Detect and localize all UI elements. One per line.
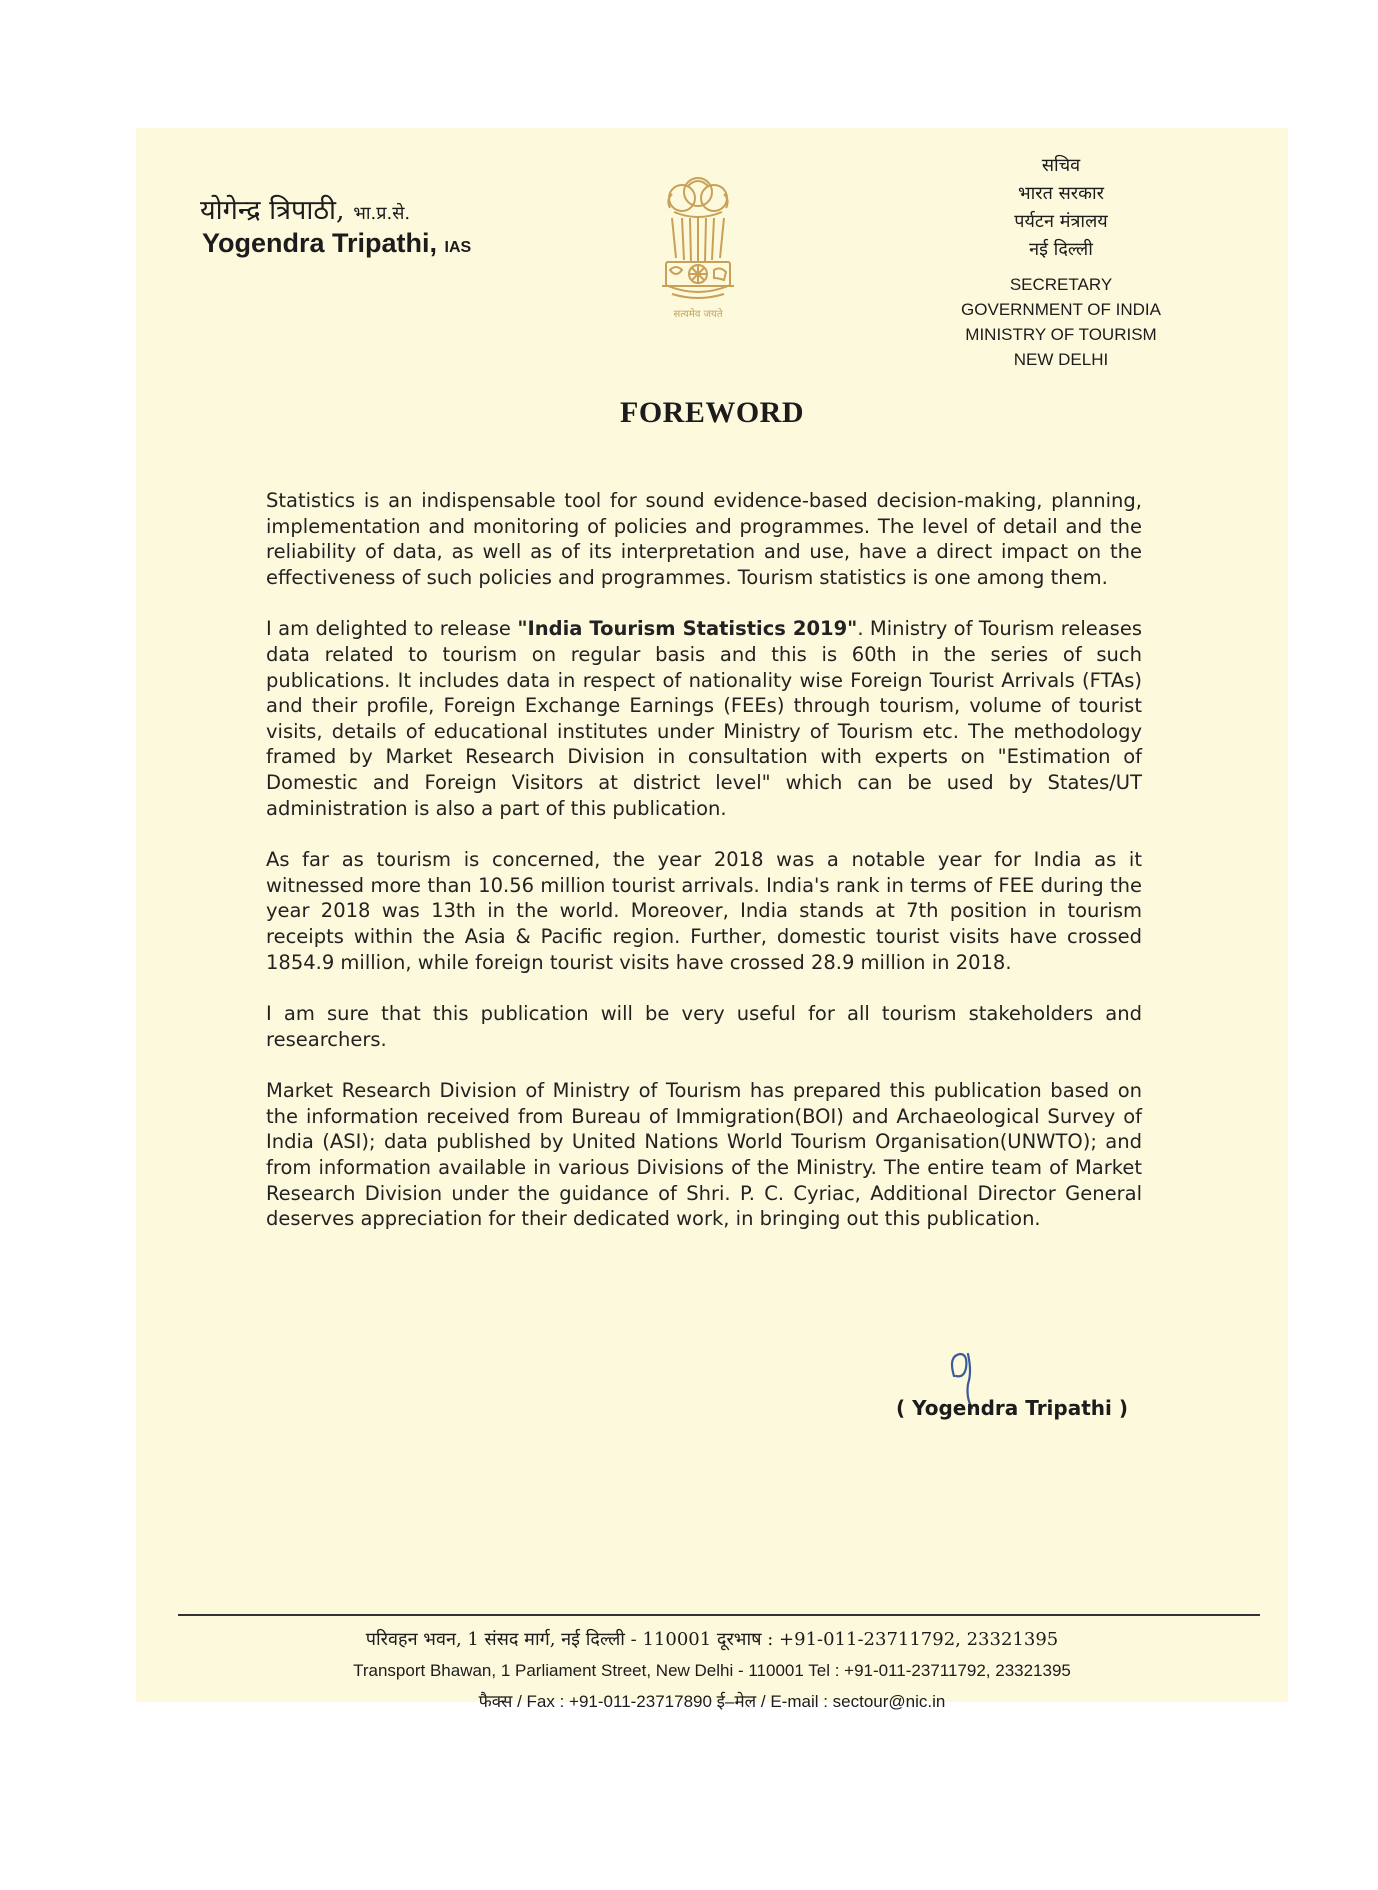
name-english-text: Yogendra Tripathi, (202, 228, 438, 258)
office-english-line: MINISTRY OF TOURISM (965, 325, 1157, 344)
foreword-body (266, 488, 1142, 1258)
office-hindi-line: नई दिल्ली (1029, 239, 1093, 260)
footer-contact: फैक्स / Fax : +91-011-23717890 ई–मेल / E-mail : sectour@nic.in (478, 1692, 946, 1711)
name-hindi-text: योगेन्द्र त्रिपाठी, (200, 195, 345, 226)
publication-title: "India Tourism Statistics 2019" (517, 617, 858, 641)
paragraph-3: As far as tourism is concerned, the year 2018 was a notable year for India as it witnessed more than 10.56 million tourist arrivals. India's rank in terms of FEE during the year 2018 was 13th in the world. Moreover, India stands at 7th position in tourism receipts within the Asia & Pacific region. Further, domestic tourist visits have crossed 1854.9 million, while foreign tourist visits have crossed 28.9 million in 2018. (266, 848, 1142, 974)
office-block (946, 152, 1176, 372)
page-title: FOREWORD (620, 396, 804, 429)
paragraph-2-rest: . Ministry of Tourism releases data related to tourism on regular basis and this is 60th in the series of such publications. It includes data in respect of nationality wise Foreign Tourist Arrivals (FTAs) and their profile, Foreign Exchange Earnings (FEEs) through tourism, volume of tourist visits, details of educational institutes under Ministry of Tourism etc. The methodology framed by Market Research Division in consultation with experts on "Estimation of Domestic and Foreign Visitors at district level" which can be used by States/UT administration is also a part of this publication. (266, 617, 1142, 820)
name-english-suffix: IAS (444, 239, 472, 256)
emblem-motto: सत्यमेव जयते (673, 309, 723, 320)
paragraph-5: Market Research Division of Ministry of Tourism has prepared this publication based on the information received from Bureau of Immigration(BOI) and Archaeological Survey of India (ASI); data published by United Nations World Tourism Organisation(UNWTO); and from information available in various Divisions of the Ministry. The entire team of Market Research Division under the guidance of Shri. P. C. Cyriac, Additional Director General deserves appreciation for their dedicated work, in bringing out this publication. (266, 1079, 1142, 1231)
paragraph-2 (266, 616, 1142, 821)
office-english-line: GOVERNMENT OF INDIA (961, 300, 1161, 319)
footer-divider (178, 1614, 1260, 1616)
paragraph-4: I am sure that this publication will be very useful for all tourism stakeholders and researchers. (266, 1002, 1142, 1051)
footer (136, 1624, 1288, 1717)
office-hindi-line: पर्यटन मंत्रालय (1014, 211, 1108, 232)
paragraph-2-lead: I am delighted to release (266, 617, 518, 641)
paragraph-1: Statistics is an indispensable tool for sound evidence-based decision-making, planning, implementation and monitoring of policies and programmes. The level of detail and the reliability of data, as well as of its interpretation and use, have a direct impact on the effectiveness of such policies and programmes. Tourism statistics is one among them. (266, 489, 1142, 589)
footer-address-english: Transport Bhawan, 1 Parliament Street, New Delhi - 110001 Tel : +91-011-23711792, 23321395 (353, 1661, 1071, 1680)
office-english-line: NEW DELHI (1013, 350, 1109, 369)
footer-address-hindi: परिवहन भवन, 1 संसद मार्ग, नई दिल्ली - 110001 दूरभाष : +91-011-23711792, 23321395 (365, 1629, 1059, 1650)
office-english-line: SECRETARY (1009, 275, 1113, 294)
letter-page (136, 128, 1288, 1711)
signatory-name: ( Yogendra Tripathi ) (896, 1396, 1128, 1420)
name-hindi-suffix: भा.प्र.से. (353, 203, 411, 224)
office-hindi-line: सचिव (1041, 155, 1081, 176)
name-hindi (200, 190, 410, 227)
office-hindi-line: भारत सरकार (1017, 183, 1105, 204)
name-english (202, 228, 471, 259)
national-emblem-icon (652, 168, 744, 320)
